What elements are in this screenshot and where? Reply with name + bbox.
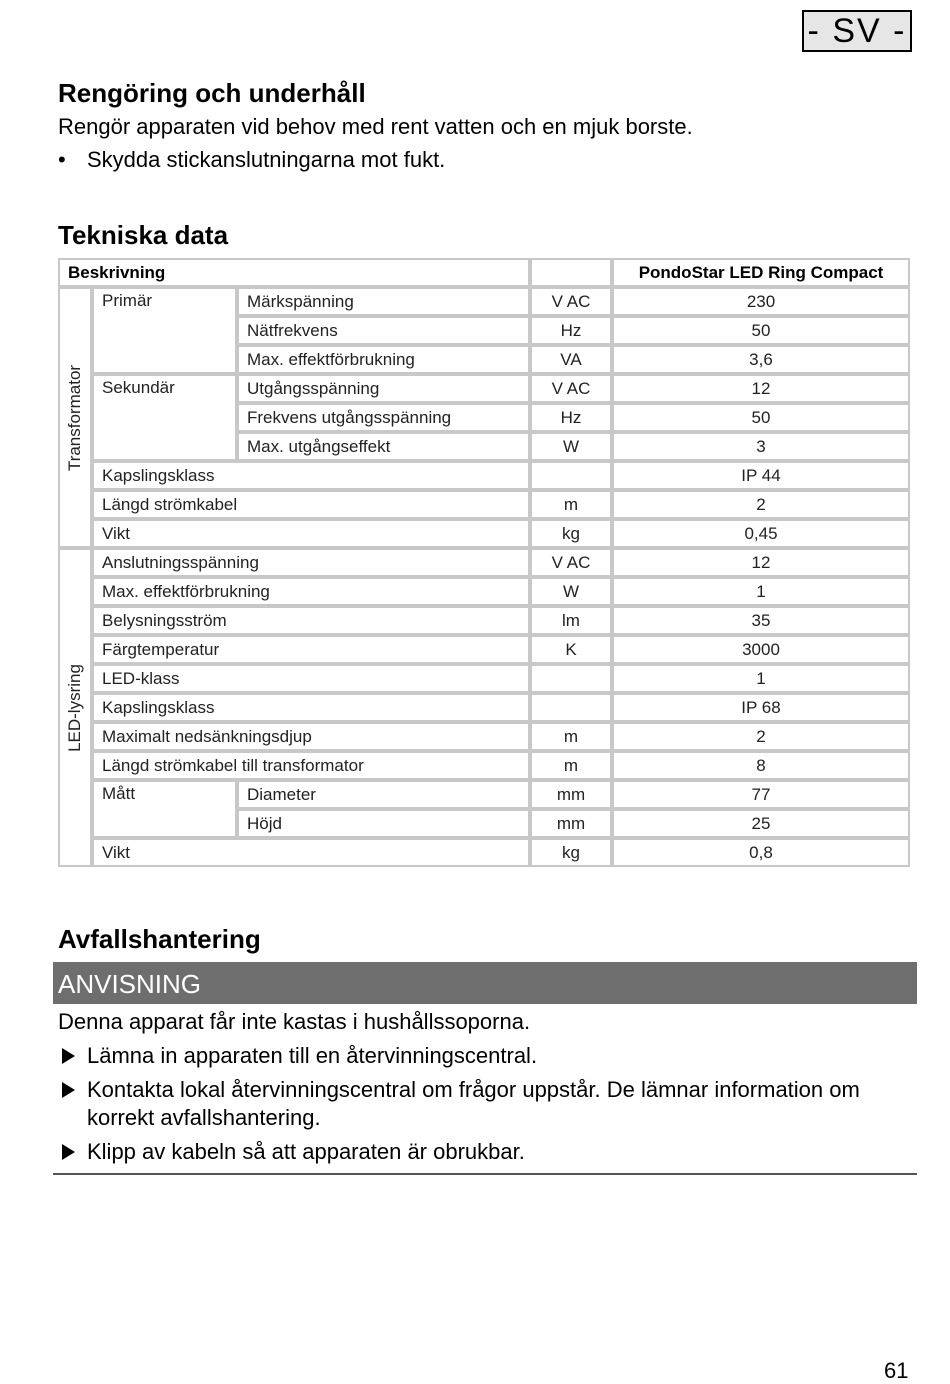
row-unit: m xyxy=(530,490,612,519)
row-unit: mm xyxy=(530,809,612,838)
group-led-text: LED-lysring xyxy=(65,663,84,752)
row-unit: W xyxy=(530,577,612,606)
row-value: 2 xyxy=(612,722,910,751)
row-label: Vikt xyxy=(92,838,530,867)
table-row xyxy=(58,693,910,722)
row-unit xyxy=(530,461,612,490)
row-label: Utgångsspänning xyxy=(237,374,530,403)
table-row xyxy=(58,548,910,577)
subgroup-secondary: Sekundär xyxy=(92,374,237,461)
arrow-right-icon xyxy=(62,1082,75,1098)
row-unit: V AC xyxy=(530,374,612,403)
row-value: 12 xyxy=(612,548,910,577)
row-unit: W xyxy=(530,432,612,461)
row-unit: kg xyxy=(530,838,612,867)
disposal-heading: Avfallshantering xyxy=(58,924,261,954)
row-unit: m xyxy=(530,751,612,780)
header-model: PondoStar LED Ring Compact xyxy=(612,258,910,287)
cleaning-heading: Rengöring och underhåll xyxy=(58,78,366,108)
table-row xyxy=(58,838,910,867)
cleaning-bullet-text: Skydda stickanslutningarna mot fukt. xyxy=(87,147,446,172)
disposal-item-text: Lämna in apparaten till en återvinningscentral. xyxy=(87,1043,538,1068)
row-value: 35 xyxy=(612,606,910,635)
cleaning-text: Rengör apparaten vid behov med rent vatten och en mjuk borste. xyxy=(58,114,693,139)
row-value: IP 44 xyxy=(612,461,910,490)
disposal-text: Denna apparat får inte kastas i hushållssoporna. xyxy=(58,1009,531,1034)
row-value: IP 68 xyxy=(612,693,910,722)
row-value: 8 xyxy=(612,751,910,780)
row-label: Kapslingsklass xyxy=(92,461,530,490)
disposal-item-text: Klipp av kabeln så att apparaten är obrukbar. xyxy=(87,1139,525,1164)
row-label: Max. utgångseffekt xyxy=(237,432,530,461)
row-value: 25 xyxy=(612,809,910,838)
arrow-right-icon xyxy=(62,1144,75,1160)
notice-banner: ANVISNING xyxy=(53,962,917,1004)
group-label-led xyxy=(58,548,92,867)
row-value: 50 xyxy=(612,316,910,345)
row-unit: Hz xyxy=(530,403,612,432)
group-transformer-text: Transformator xyxy=(65,364,84,471)
row-unit xyxy=(530,664,612,693)
row-label: Höjd xyxy=(237,809,530,838)
row-label: LED-klass xyxy=(92,664,530,693)
row-label: Diameter xyxy=(237,780,530,809)
row-unit: V AC xyxy=(530,548,612,577)
table-row xyxy=(58,664,910,693)
header-unit xyxy=(530,258,612,287)
arrow-right-icon xyxy=(62,1048,75,1064)
table-row xyxy=(58,519,910,548)
row-label: Färgtemperatur xyxy=(92,635,530,664)
row-unit: K xyxy=(530,635,612,664)
row-value: 50 xyxy=(612,403,910,432)
row-value: 0,45 xyxy=(612,519,910,548)
disposal-item-text: Kontakta lokal återvinningscentral om frågor uppstår. De lämnar information om korrekt avfallshantering. xyxy=(87,1077,860,1130)
row-value: 1 xyxy=(612,664,910,693)
row-label: Märkspänning xyxy=(237,287,530,316)
row-value: 12 xyxy=(612,374,910,403)
row-value: 0,8 xyxy=(612,838,910,867)
table-row xyxy=(58,374,910,403)
row-unit: V AC xyxy=(530,287,612,316)
row-value: 77 xyxy=(612,780,910,809)
table-header-row xyxy=(58,258,910,287)
row-value: 230 xyxy=(612,287,910,316)
row-label: Maximalt nedsänkningsdjup xyxy=(92,722,530,751)
row-label: Kapslingsklass xyxy=(92,693,530,722)
header-description: Beskrivning xyxy=(58,258,530,287)
row-label: Max. effektförbrukning xyxy=(92,577,530,606)
table-row xyxy=(58,461,910,490)
row-value: 1 xyxy=(612,577,910,606)
row-value: 3000 xyxy=(612,635,910,664)
row-value: 3,6 xyxy=(612,345,910,374)
language-badge: - SV - xyxy=(802,10,912,52)
table-row xyxy=(58,780,910,809)
table-row xyxy=(58,722,910,751)
table-row xyxy=(58,287,910,316)
subgroup-dimensions: Mått xyxy=(92,780,237,838)
row-unit: VA xyxy=(530,345,612,374)
subgroup-primary: Primär xyxy=(92,287,237,374)
row-label: Belysningsström xyxy=(92,606,530,635)
row-unit: m xyxy=(530,722,612,751)
row-label: Längd strömkabel xyxy=(92,490,530,519)
table-row xyxy=(58,577,910,606)
table-row xyxy=(58,490,910,519)
row-label: Längd strömkabel till transformator xyxy=(92,751,530,780)
row-unit xyxy=(530,693,612,722)
row-value: 2 xyxy=(612,490,910,519)
row-unit: lm xyxy=(530,606,612,635)
section-divider xyxy=(53,1173,917,1175)
table-row xyxy=(58,606,910,635)
row-label: Vikt xyxy=(92,519,530,548)
table-row xyxy=(58,635,910,664)
row-unit: mm xyxy=(530,780,612,809)
group-label-transformer xyxy=(58,287,92,548)
row-label: Max. effektförbrukning xyxy=(237,345,530,374)
row-value: 3 xyxy=(612,432,910,461)
spec-table xyxy=(58,258,910,867)
table-row xyxy=(58,751,910,780)
row-label: Anslutningsspänning xyxy=(92,548,530,577)
tech-heading: Tekniska data xyxy=(58,220,229,250)
row-unit: kg xyxy=(530,519,612,548)
row-label: Frekvens utgångsspänning xyxy=(237,403,530,432)
bullet-icon: • xyxy=(58,147,66,172)
row-label: Nätfrekvens xyxy=(237,316,530,345)
row-unit: Hz xyxy=(530,316,612,345)
page-number: 61 xyxy=(884,1358,909,1383)
